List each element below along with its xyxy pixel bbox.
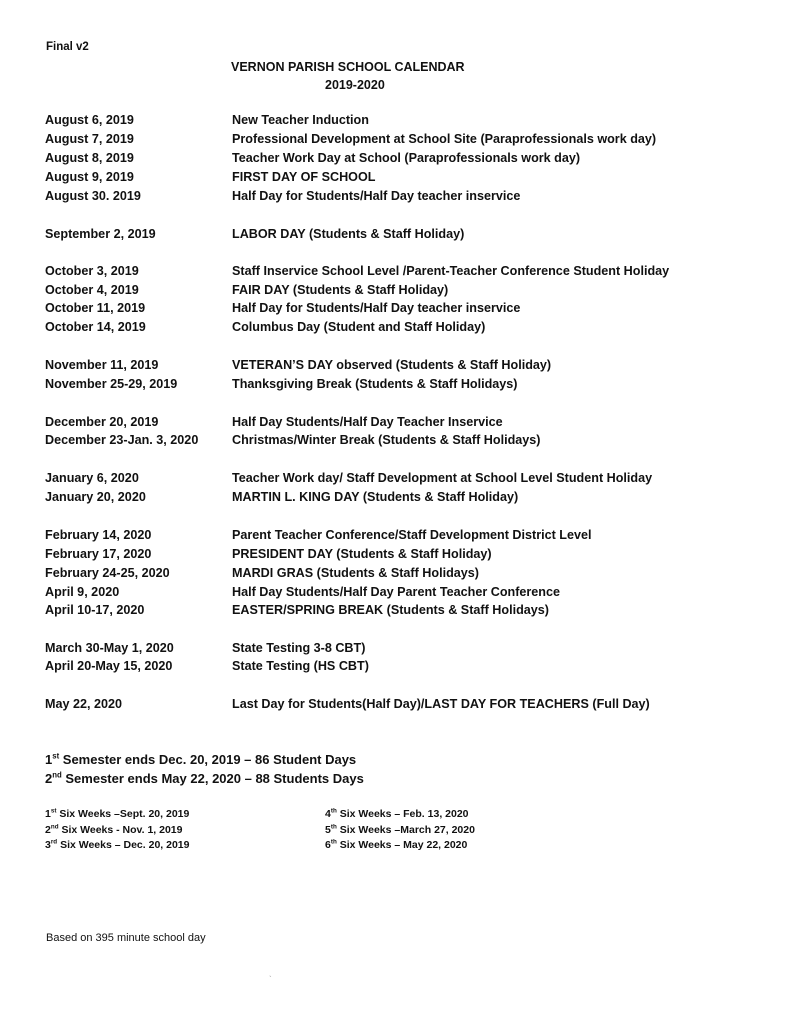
event-date: August 30. 2019 — [45, 189, 141, 203]
event-description: Half Day for Students/Half Day teacher inservice — [232, 189, 521, 203]
event-description: Half Day Students/Half Day Teacher Inservice — [232, 415, 503, 429]
semester-text: Semester ends May 22, 2020 – 88 Students Days — [61, 771, 364, 786]
event-date: November 11, 2019 — [45, 358, 159, 372]
event-date: August 9, 2019 — [45, 170, 134, 184]
ordinal-suffix: nd — [50, 823, 59, 831]
event-date: January 6, 2020 — [45, 471, 139, 485]
event-description: FIRST DAY OF SCHOOL — [232, 170, 376, 184]
event-description: State Testing (HS CBT) — [232, 659, 369, 673]
six-weeks-number: 4 — [325, 808, 331, 820]
event-date: April 9, 2020 — [45, 585, 120, 599]
ordinal-suffix: th — [330, 838, 337, 846]
event-description: Thanksgiving Break (Students & Staff Holidays) — [232, 377, 518, 391]
semester-line — [45, 752, 356, 767]
semester-line — [45, 771, 364, 786]
six-weeks-line — [45, 824, 182, 836]
event-date: September 2, 2019 — [45, 227, 156, 241]
six-weeks-number: 3 — [45, 839, 51, 851]
event-date: October 14, 2019 — [45, 320, 146, 334]
six-weeks-text: Six Weeks - Nov. 1, 2019 — [58, 824, 183, 836]
semester-number: 2 — [45, 771, 53, 786]
event-description: Parent Teacher Conference/Staff Development District Level — [232, 528, 592, 542]
six-weeks-text: Six Weeks – Dec. 20, 2019 — [57, 839, 190, 851]
event-date: April 10-17, 2020 — [45, 603, 145, 617]
event-description: Half Day Students/Half Day Parent Teacher Conference — [232, 585, 561, 599]
ordinal-suffix: rd — [50, 838, 58, 846]
event-description: Teacher Work Day at School (Paraprofessionals work day) — [232, 151, 581, 165]
ordinal-suffix: th — [330, 807, 337, 815]
footer-note: Based on 395 minute school day — [46, 932, 206, 944]
event-description: State Testing 3-8 CBT) — [232, 641, 366, 655]
event-description: Professional Development at School Site (Paraprofessionals work day) — [232, 132, 657, 146]
six-weeks-line — [45, 839, 189, 851]
six-weeks-line — [45, 808, 189, 820]
event-description: PRESIDENT DAY (Students & Staff Holiday) — [232, 547, 492, 561]
event-date: December 20, 2019 — [45, 415, 159, 429]
event-description: Christmas/Winter Break (Students & Staff Holidays) — [232, 433, 541, 447]
six-weeks-text: Six Weeks – May 22, 2020 — [336, 839, 468, 851]
event-description: Teacher Work day/ Staff Development at School Level Student Holiday — [232, 471, 653, 485]
event-date: February 14, 2020 — [45, 528, 152, 542]
semester-number: 1 — [45, 752, 53, 767]
ordinal-suffix: nd — [52, 770, 62, 780]
six-weeks-number: 1 — [45, 808, 51, 820]
event-date: March 30-May 1, 2020 — [45, 641, 174, 655]
event-description: New Teacher Induction — [232, 113, 369, 127]
six-weeks-text: Six Weeks –March 27, 2020 — [336, 824, 475, 836]
six-weeks-number: 6 — [325, 839, 331, 851]
event-date: April 20-May 15, 2020 — [45, 659, 173, 673]
six-weeks-text: Six Weeks –Sept. 20, 2019 — [56, 808, 190, 820]
event-description: Last Day for Students(Half Day)/LAST DAY FOR TEACHERS (Full Day) — [232, 697, 650, 711]
six-weeks-line — [325, 808, 469, 820]
event-date: October 4, 2019 — [45, 283, 139, 297]
ordinal-suffix: st — [50, 807, 57, 815]
event-date: November 25-29, 2019 — [45, 377, 178, 391]
six-weeks-line — [325, 824, 475, 836]
stray-mark: ` — [269, 975, 272, 984]
six-weeks-line — [325, 839, 467, 851]
event-description: MARTIN L. KING DAY (Students & Staff Holiday) — [232, 490, 519, 504]
ordinal-suffix: th — [330, 823, 337, 831]
event-description: Half Day for Students/Half Day teacher inservice — [232, 301, 521, 315]
event-date: October 3, 2019 — [45, 264, 139, 278]
calendar-title: VERNON PARISH SCHOOL CALENDAR — [231, 60, 465, 74]
event-description: Staff Inservice School Level /Parent-Teacher Conference Student Holiday — [232, 264, 670, 278]
event-date: August 8, 2019 — [45, 151, 134, 165]
event-date: August 6, 2019 — [45, 113, 134, 127]
event-description: VETERAN’S DAY observed (Students & Staff Holiday) — [232, 358, 552, 372]
event-date: February 24-25, 2020 — [45, 566, 170, 580]
event-description: EASTER/SPRING BREAK (Students & Staff Holidays) — [232, 603, 549, 617]
event-date: August 7, 2019 — [45, 132, 134, 146]
event-description: Columbus Day (Student and Staff Holiday) — [232, 320, 486, 334]
event-description: LABOR DAY (Students & Staff Holiday) — [232, 227, 465, 241]
event-date: May 22, 2020 — [45, 697, 123, 711]
event-date: January 20, 2020 — [45, 490, 146, 504]
ordinal-suffix: st — [52, 751, 60, 761]
version-label: Final v2 — [46, 41, 89, 53]
six-weeks-text: Six Weeks – Feb. 13, 2020 — [336, 808, 469, 820]
event-date: December 23-Jan. 3, 2020 — [45, 433, 199, 447]
event-description: MARDI GRAS (Students & Staff Holidays) — [232, 566, 479, 580]
event-date: October 11, 2019 — [45, 301, 146, 315]
calendar-year: 2019-2020 — [325, 78, 385, 92]
event-description: FAIR DAY (Students & Staff Holiday) — [232, 283, 449, 297]
six-weeks-number: 2 — [45, 824, 51, 836]
event-date: February 17, 2020 — [45, 547, 152, 561]
six-weeks-number: 5 — [325, 824, 331, 836]
semester-text: Semester ends Dec. 20, 2019 – 86 Student Days — [59, 752, 357, 767]
